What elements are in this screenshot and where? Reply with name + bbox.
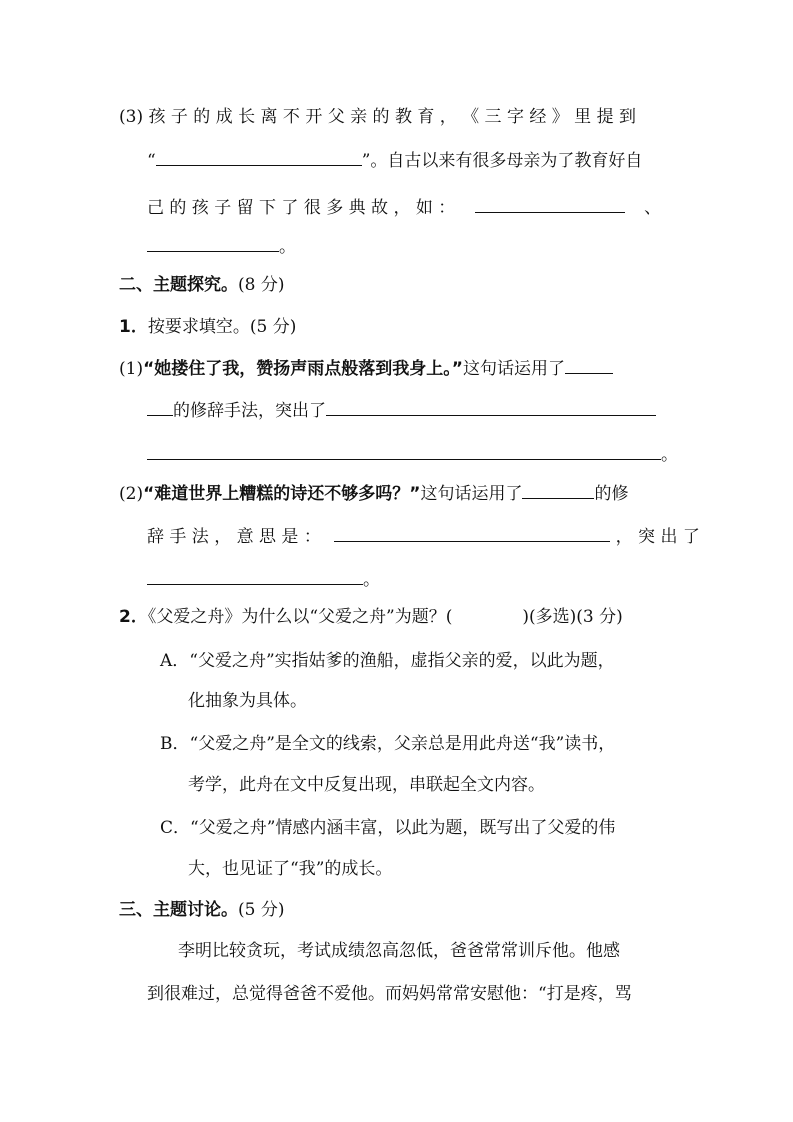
question-text: 己 的 孩 子 留 下 了 很 多 典 故 ， 如 ： <box>147 198 456 218</box>
question-text: 按要求填空。(5 分) <box>147 317 297 337</box>
question-text: 的修 <box>594 484 629 504</box>
answer-blank[interactable] <box>475 196 625 213</box>
option-text: “父爱之舟”实指姑爹的渔船，虚指父亲的爱，以此为题， <box>189 651 615 671</box>
paragraph-text: 李明比较贪玩，考试成绩忽高忽低，爸爸常常训斥他。他感 <box>178 941 620 961</box>
section-title: 三、主题讨论。 <box>119 900 238 920</box>
option-a-line2 <box>188 690 307 712</box>
answer-blank[interactable] <box>326 399 656 416</box>
question-3-line1 <box>119 106 636 128</box>
subquestion-2-line3 <box>147 568 380 591</box>
option-text: 化抽象为具体。 <box>188 691 307 711</box>
separator: 、 <box>644 198 662 218</box>
subquestion-1-line2 <box>147 399 656 422</box>
section-title: 二、主题探究。 <box>119 275 238 295</box>
question-2-heading <box>119 606 623 628</box>
answer-blank[interactable] <box>147 399 173 416</box>
question-text: )(多选)(3 分) <box>522 607 623 627</box>
question-3-line4 <box>147 235 296 258</box>
option-text: 考学，此舟在文中反复出现，串联起全文内容。 <box>188 775 545 795</box>
answer-blank[interactable] <box>147 235 279 252</box>
question-1-heading <box>119 316 296 338</box>
question-text: 这句话运用了 <box>420 484 523 504</box>
question-text: 这句话运用了 <box>462 359 565 379</box>
question-text: ”。自古以来有很多母亲为了教育好自 <box>361 151 643 171</box>
subquestion-1-line1 <box>119 357 613 380</box>
option-label: A． <box>160 651 190 671</box>
paragraph-line2 <box>147 983 632 1005</box>
subquestion-1-line3 <box>147 443 678 466</box>
option-b-line2 <box>188 774 545 796</box>
paragraph-text: 到很难过，总觉得爸爸不爱他。而妈妈常常安慰他：“打是疼，骂 <box>147 984 632 1004</box>
answer-blank[interactable] <box>147 443 661 460</box>
section-score: (8 分) <box>238 275 285 295</box>
question-number: 2． <box>119 607 148 627</box>
period: 。 <box>363 570 380 590</box>
subquestion-number: (2) <box>119 484 144 504</box>
open-quote: “ <box>147 151 156 171</box>
option-c-line2 <box>188 858 392 880</box>
question-3-line2 <box>147 149 642 172</box>
answer-blank[interactable] <box>565 357 613 374</box>
option-c-line1[interactable] <box>160 817 615 839</box>
option-b-line1[interactable] <box>160 733 615 755</box>
option-a-line1[interactable] <box>160 650 615 672</box>
subquestion-2-line2 <box>147 525 700 548</box>
option-text: “父爱之舟”情感内涵丰富，以此为题，既写出了父爱的伟 <box>190 818 616 838</box>
section-3-heading <box>119 899 284 921</box>
subquestion-number: (1) <box>119 359 144 379</box>
question-text: 《父爱之舟》为什么以“父爱之舟”为题？( <box>147 607 453 627</box>
answer-blank[interactable] <box>334 525 610 542</box>
period: 。 <box>661 445 678 465</box>
question-number: (3) <box>119 107 144 127</box>
question-text: 辞 手 法 ， 意 思 是 ： <box>147 527 321 547</box>
option-text: 大，也见证了“我”的成长。 <box>188 859 393 879</box>
section-score: (5 分) <box>238 900 285 920</box>
answer-blank[interactable] <box>156 149 362 166</box>
option-label: B． <box>160 734 190 754</box>
quoted-sentence: “她搂住了我，赞扬声雨点般落到我身上。” <box>143 359 463 379</box>
paragraph-line1 <box>178 940 620 962</box>
subquestion-2-line1 <box>119 482 628 505</box>
period: 。 <box>279 237 296 257</box>
question-3-line3 <box>147 196 661 219</box>
question-text: ， 突 出 了 <box>615 527 700 547</box>
answer-blank[interactable] <box>522 482 594 499</box>
question-text: 孩 子 的 成 长 离 不 开 父 亲 的 教 育 ， 《 三 字 经 》 里 提 到 <box>148 107 636 127</box>
option-label: C． <box>160 818 191 838</box>
question-text: 的修辞手法，突出了 <box>173 401 326 421</box>
quoted-sentence: “难道世界上糟糕的诗还不够多吗？” <box>143 484 421 504</box>
question-number: 1． <box>119 317 148 337</box>
section-2-heading <box>119 274 284 296</box>
answer-blank[interactable] <box>147 568 363 585</box>
option-text: “父爱之舟”是全文的线索，父亲总是用此舟送“我”读书， <box>189 734 616 754</box>
